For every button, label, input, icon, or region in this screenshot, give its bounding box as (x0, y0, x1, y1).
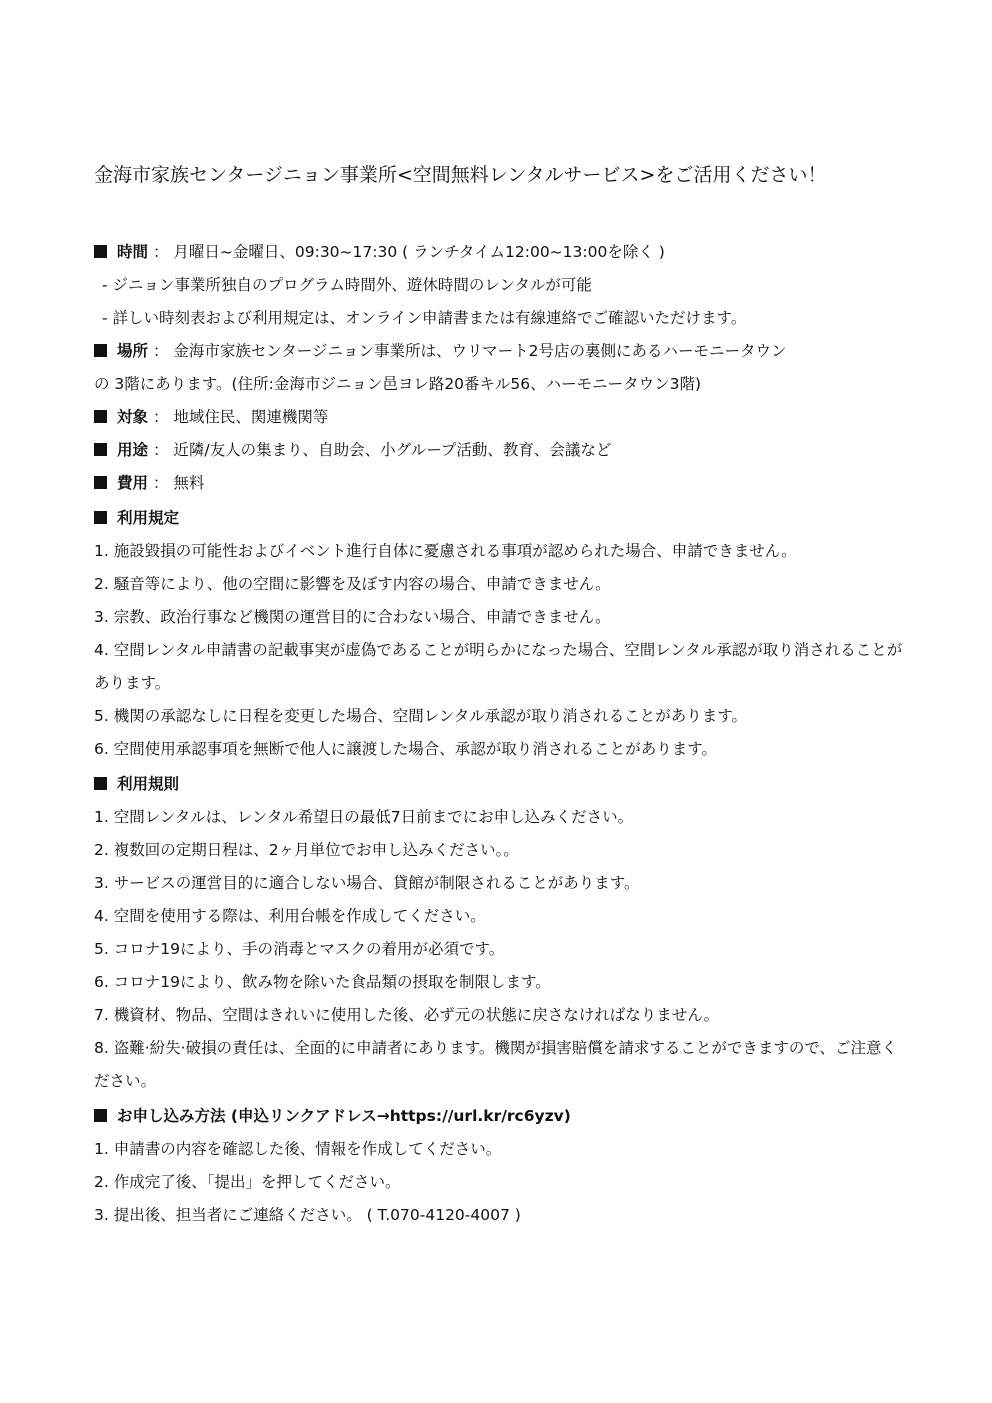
rules-item: 4. 空間レンタル申請書の記載事実が虚偽であることが明らかになった場合、空間レンタル承認が取り消されることがあります。 (94, 641, 903, 692)
info-place (94, 335, 904, 368)
info-fee (94, 467, 904, 500)
square-bullet-icon (94, 410, 107, 423)
apply-item: 1. 申請書の内容を確認した後、情報を作成してください。 (94, 1140, 502, 1158)
regulations-item: 4. 空間を使用する際は、利用台帳を作成してください。 (94, 907, 486, 925)
rules-item: 5. 機関の承認なしに日程を変更した場合、空間レンタル承認が取り消されることがあります。 (94, 707, 747, 725)
regulations-heading-label: 利用規則 (117, 775, 180, 793)
info-time-note-2: - 詳しい時刻表および利用規定は、オンライン申請書または有線連絡でご確認いただけます。 (102, 309, 747, 327)
square-bullet-icon (94, 476, 107, 489)
regulations-item: 3. サービスの運営目的に適合しない場合、貸館が制限されることがあります。 (94, 874, 640, 892)
regulations-item: 5. コロナ19により、手の消毒とマスクの着用が必須です。 (94, 940, 505, 958)
info-usage-label: 用途 (117, 441, 149, 459)
regulations-heading (94, 768, 904, 801)
square-bullet-icon (94, 511, 107, 524)
info-time (94, 236, 904, 269)
regulations-item: 2. 複数回の定期日程は、2ヶ月単位でお申し込みください。。 (94, 841, 519, 859)
info-time-label: 時間 (117, 243, 149, 261)
apply-heading (94, 1100, 904, 1133)
info-fee-value: ： 無料 (152, 474, 205, 492)
square-bullet-icon (94, 344, 107, 357)
info-fee-label: 費用 (117, 474, 149, 492)
square-bullet-icon (94, 777, 107, 790)
info-usage-value: ： 近隣/友人の集まり、自助会、小グループ活動、教育、会議など (152, 441, 612, 459)
rules-item: 1. 施設毀損の可能性およびイベント進行自体に憂慮される事項が認められた場合、申請できません。 (94, 542, 797, 560)
info-target-value: ： 地域住民、関連機関等 (152, 408, 329, 426)
regulations-item: 6. コロナ19により、飲み物を除いた食品類の摂取を制限します。 (94, 973, 551, 991)
square-bullet-icon (94, 245, 107, 258)
rules-item: 6. 空間使用承認事項を無断で他人に譲渡した場合、承認が取り消されることがあります。 (94, 740, 717, 758)
regulations-item: 1. 空間レンタルは、レンタル希望日の最低7日前までにお申し込みください。 (94, 808, 634, 826)
square-bullet-icon (94, 1109, 107, 1122)
square-bullet-icon (94, 443, 107, 456)
info-target (94, 401, 904, 434)
info-usage (94, 434, 904, 467)
rules-item: 3. 宗教、政治行事など機関の運営目的に合わない場合、申請できません。 (94, 608, 611, 626)
info-time-value: ： 月曜日~金曜日、09:30~17:30 ( ランチタイム12:00~13:00を除く ) (152, 243, 665, 261)
info-place-label: 場所 (117, 342, 149, 360)
apply-item: 3. 提出後、担当者にご連絡ください。 ( T.070-4120-4007 ) (94, 1206, 521, 1224)
rules-item: 2. 騒音等により、他の空間に影響を及ぼす内容の場合、申請できません。 (94, 575, 611, 593)
info-place-value-line1: ： 金海市家族センタージニョン事業所は、ウリマート2号店の裏側にあるハーモニータウン (152, 342, 787, 360)
info-target-label: 対象 (117, 408, 149, 426)
rules-heading (94, 502, 904, 535)
apply-item: 2. 作成完了後、「提出」を押してください。 (94, 1173, 401, 1191)
regulations-item: 7. 機資材、物品、空間はきれいに使用した後、必ず元の状態に戻さなければなりません。 (94, 1006, 720, 1024)
document-title: 金海市家族センタージニョン事業所<空間無料レンタルサービス>をご活用ください！ (94, 164, 827, 186)
document-body (94, 236, 904, 1232)
info-place-value-line2: の 3階にあります。(住所:金海市ジニョン邑ヨレ路20番キル56、ハーモニータウン3階) (94, 375, 702, 393)
apply-heading-label: お申し込み方法 (申込リンクアドレス→https://url.kr/rc6yzv) (117, 1107, 571, 1125)
regulations-item: 8. 盗難·紛失·破損の責任は、全面的に申請者にあります。機関が損害賠償を請求することができますので、ご注意ください。 (94, 1039, 898, 1090)
info-time-note-1: - ジニョン事業所独自のプログラム時間外、遊休時間のレンタルが可能 (102, 276, 592, 294)
rules-heading-label: 利用規定 (117, 509, 180, 527)
